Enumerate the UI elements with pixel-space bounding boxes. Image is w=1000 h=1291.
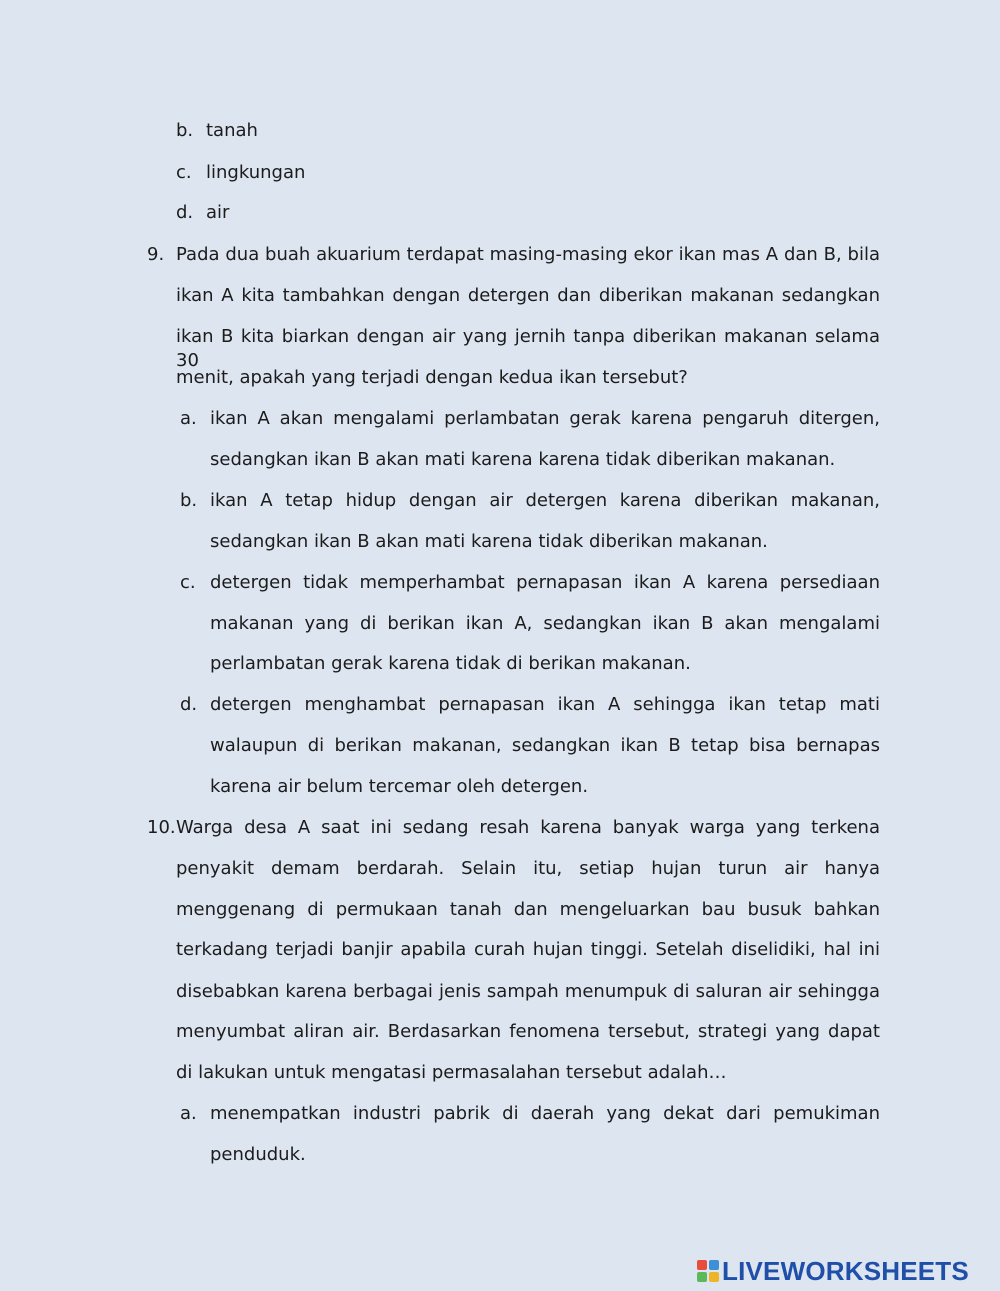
question-text-line: menggenang di permukaan tanah dan mengeluarkan bau busuk bahkan <box>176 899 880 920</box>
liveworksheets-logo[interactable] <box>697 1255 969 1286</box>
question-text-line: terkadang terjadi banjir apabila curah hujan tinggi. Setelah diselidiki, hal ini <box>176 939 880 960</box>
option-marker: c. <box>180 572 196 593</box>
question-text-line: Pada dua buah akuarium terdapat masing-masing ekor ikan mas A dan B, bila <box>176 244 880 265</box>
question-text-line: penyakit demam berdarah. Selain itu, setiap hujan turun air hanya <box>176 858 880 879</box>
question-text-line: di lakukan untuk mengatasi permasalahan tersebut adalah… <box>176 1062 727 1083</box>
option-text-line: penduduk. <box>210 1144 306 1165</box>
option-text-line: perlambatan gerak karena tidak di berikan makanan. <box>210 653 691 674</box>
option-marker: d. <box>180 694 198 715</box>
option-marker: a. <box>180 408 197 429</box>
option-marker: a. <box>180 1103 197 1124</box>
question-text-line: menit, apakah yang terjadi dengan kedua ikan tersebut? <box>176 367 688 388</box>
option-text-line: makanan yang di berikan ikan A, sedangkan ikan B akan mengalami <box>210 613 880 634</box>
option-text: lingkungan <box>206 162 306 183</box>
question-text-line: Warga desa A saat ini sedang resah karena banyak warga yang terkena <box>176 817 880 838</box>
option-marker: d. <box>176 202 194 223</box>
option-text-line: sedangkan ikan B akan mati karena tidak diberikan makanan. <box>210 531 768 552</box>
option-marker: b. <box>180 490 198 511</box>
question-text-line: menyumbat aliran air. Berdasarkan fenomena tersebut, strategi yang dapat <box>176 1021 880 1042</box>
liveworksheets-grid-icon <box>697 1260 719 1282</box>
question-text-line: ikan A kita tambahkan dengan detergen dan diberikan makanan sedangkan <box>176 285 880 306</box>
question-text-line: ikan B kita biarkan dengan air yang jernih tanpa diberikan makanan selama 30 <box>176 326 880 371</box>
option-text-line: walaupun di berikan makanan, sedangkan ikan B tetap bisa bernapas <box>210 735 880 756</box>
option-marker: b. <box>176 120 194 141</box>
option-text-line: detergen tidak memperhambat pernapasan ikan A karena persediaan <box>210 572 880 593</box>
option-text: air <box>206 202 230 223</box>
option-marker: c. <box>176 162 192 183</box>
option-text-line: ikan A akan mengalami perlambatan gerak karena pengaruh ditergen, <box>210 408 880 429</box>
option-text-line: karena air belum tercemar oleh detergen. <box>210 776 589 797</box>
question-number: 10. <box>147 817 176 838</box>
logo-text: LIVEWORKSHEETS <box>722 1255 969 1286</box>
question-number: 9. <box>147 244 165 265</box>
option-text-line: ikan A tetap hidup dengan air detergen karena diberikan makanan, <box>210 490 880 511</box>
option-text-line: detergen menghambat pernapasan ikan A sehingga ikan tetap mati <box>210 694 880 715</box>
option-text: tanah <box>206 120 258 141</box>
question-text-line: disebabkan karena berbagai jenis sampah menumpuk di saluran air sehingga <box>176 981 880 1002</box>
option-text-line: sedangkan ikan B akan mati karena karena tidak diberikan makanan. <box>210 449 836 470</box>
option-text-line: menempatkan industri pabrik di daerah yang dekat dari pemukiman <box>210 1103 880 1124</box>
